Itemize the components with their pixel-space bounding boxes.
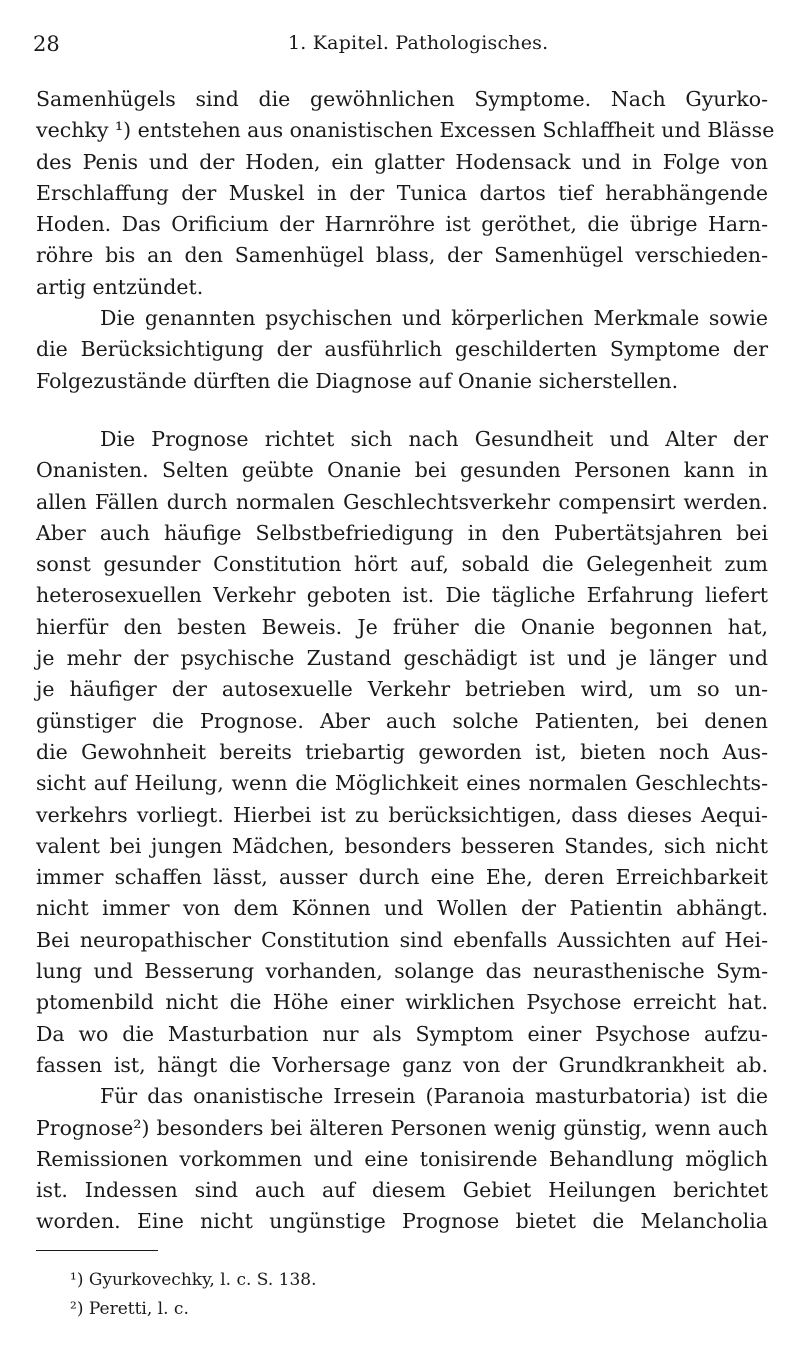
text-line: ptomenbild nicht die Höhe einer wirklichen Psychose erreicht hat. (36, 990, 768, 1015)
text-line: Remissionen vorkommen und eine tonisirende Behandlung möglich (36, 1146, 768, 1171)
paragraph-gap (36, 397, 768, 424)
text-line: je häufiger der autosexuelle Verkehr betrieben wird, um so un- (36, 677, 768, 702)
footnote-2: ²) Peretti, l. c. (70, 1299, 189, 1319)
text-line: Bei neuropathischer Constitution sind ebenfalls Aussichten auf Hei- (36, 927, 768, 952)
text-line: Aber auch häufige Selbstbefriedigung in den Pubertätsjahren bei (36, 520, 768, 545)
text-line: Onanisten. Selten geübte Onanie bei gesunden Personen kann in (36, 458, 768, 483)
running-head: 1. Kapitel. Pathologisches. (288, 32, 549, 54)
text-line: verkehrs vorliegt. Hierbei ist zu berücksichtigen, dass dieses Aequi- (36, 802, 768, 827)
text-line: Erschlaffung der Muskel in der Tunica dartos tief herabhängende (36, 180, 768, 205)
text-line: valent bei jungen Mädchen, besonders besseren Standes, sich nicht (36, 833, 768, 858)
text-line: nicht immer von dem Können und Wollen der Patientin abhängt. (36, 896, 768, 921)
text-line: vechky ¹) entstehen aus onanistischen Excessen Schlaffheit und Blässe (36, 118, 775, 143)
footnote-divider (36, 1250, 158, 1251)
text-line: die Gewohnheit bereits triebartig geworden ist, bieten noch Aus- (36, 739, 768, 764)
text-line: Da wo die Masturbation nur als Symptom einer Psychose aufzu- (36, 1021, 768, 1046)
text-line: artig entzündet. (36, 274, 204, 299)
text-line: worden. Eine nicht ungünstige Prognose bietet die Melancholia (36, 1209, 768, 1234)
text-line: ist. Indessen sind auch auf diesem Gebiet Heilungen berichtet (36, 1178, 768, 1203)
text-line: Samenhügels sind die gewöhnlichen Symptome. Nach Gyurko- (36, 87, 768, 111)
text-line: heterosexuellen Verkehr geboten ist. Die tägliche Erfahrung liefert (36, 583, 768, 608)
page-number: 28 (33, 32, 60, 56)
text-line: immer schaffen lässt, ausser durch eine Ehe, deren Erreichbarkeit (36, 865, 768, 890)
text-line: sicht auf Heilung, wenn die Möglichkeit eines normalen Geschlechts- (36, 771, 768, 796)
text-line: Prognose²) besonders bei älteren Personen wenig günstig, wenn auch (36, 1115, 768, 1140)
footnote-1: ¹) Gyurkovechky, l. c. S. 138. (70, 1270, 317, 1290)
text-line: je mehr der psychische Zustand geschädigt ist und je länger und (36, 646, 768, 671)
text-line: des Penis und der Hoden, ein glatter Hodensack und in Folge von (36, 149, 768, 174)
text-line: Die genannten psychischen und körperlichen Merkmale sowie (100, 306, 768, 331)
text-line: lung und Besserung vorhanden, solange das neurasthenische Sym- (36, 959, 768, 984)
text-line: hierfür den besten Beweis. Je früher die Onanie begonnen hat, (36, 614, 768, 639)
text-line: fassen ist, hängt die Vorhersage ganz von der Grundkrankheit ab. (36, 1052, 768, 1077)
text-line: Für das onanistische Irresein (Paranoia masturbatoria) ist die (100, 1084, 768, 1109)
text-line: die Berücksichtigung der ausführlich geschilderten Symptome der (36, 337, 768, 362)
text-line: Folgezustände dürften die Diagnose auf Onanie sicherstellen. (36, 368, 679, 393)
page-header (30, 32, 770, 62)
text-line: Hoden. Das Orificium der Harnröhre ist geröthet, die übrige Harn- (36, 212, 768, 237)
text-line: Die Prognose richtet sich nach Gesundheit und Alter der (100, 426, 768, 451)
footnotes (70, 1266, 317, 1324)
text-line: sonst gesunder Constitution hört auf, sobald die Gelegenheit zum (36, 552, 768, 577)
text-line: günstiger die Prognose. Aber auch solche Patienten, bei denen (36, 708, 768, 733)
body-text (36, 84, 775, 1238)
text-line: röhre bis an den Samenhügel blass, der Samenhügel verschieden- (36, 243, 768, 268)
text-line: allen Fällen durch normalen Geschlechtsverkehr compensirt werden. (36, 489, 768, 514)
